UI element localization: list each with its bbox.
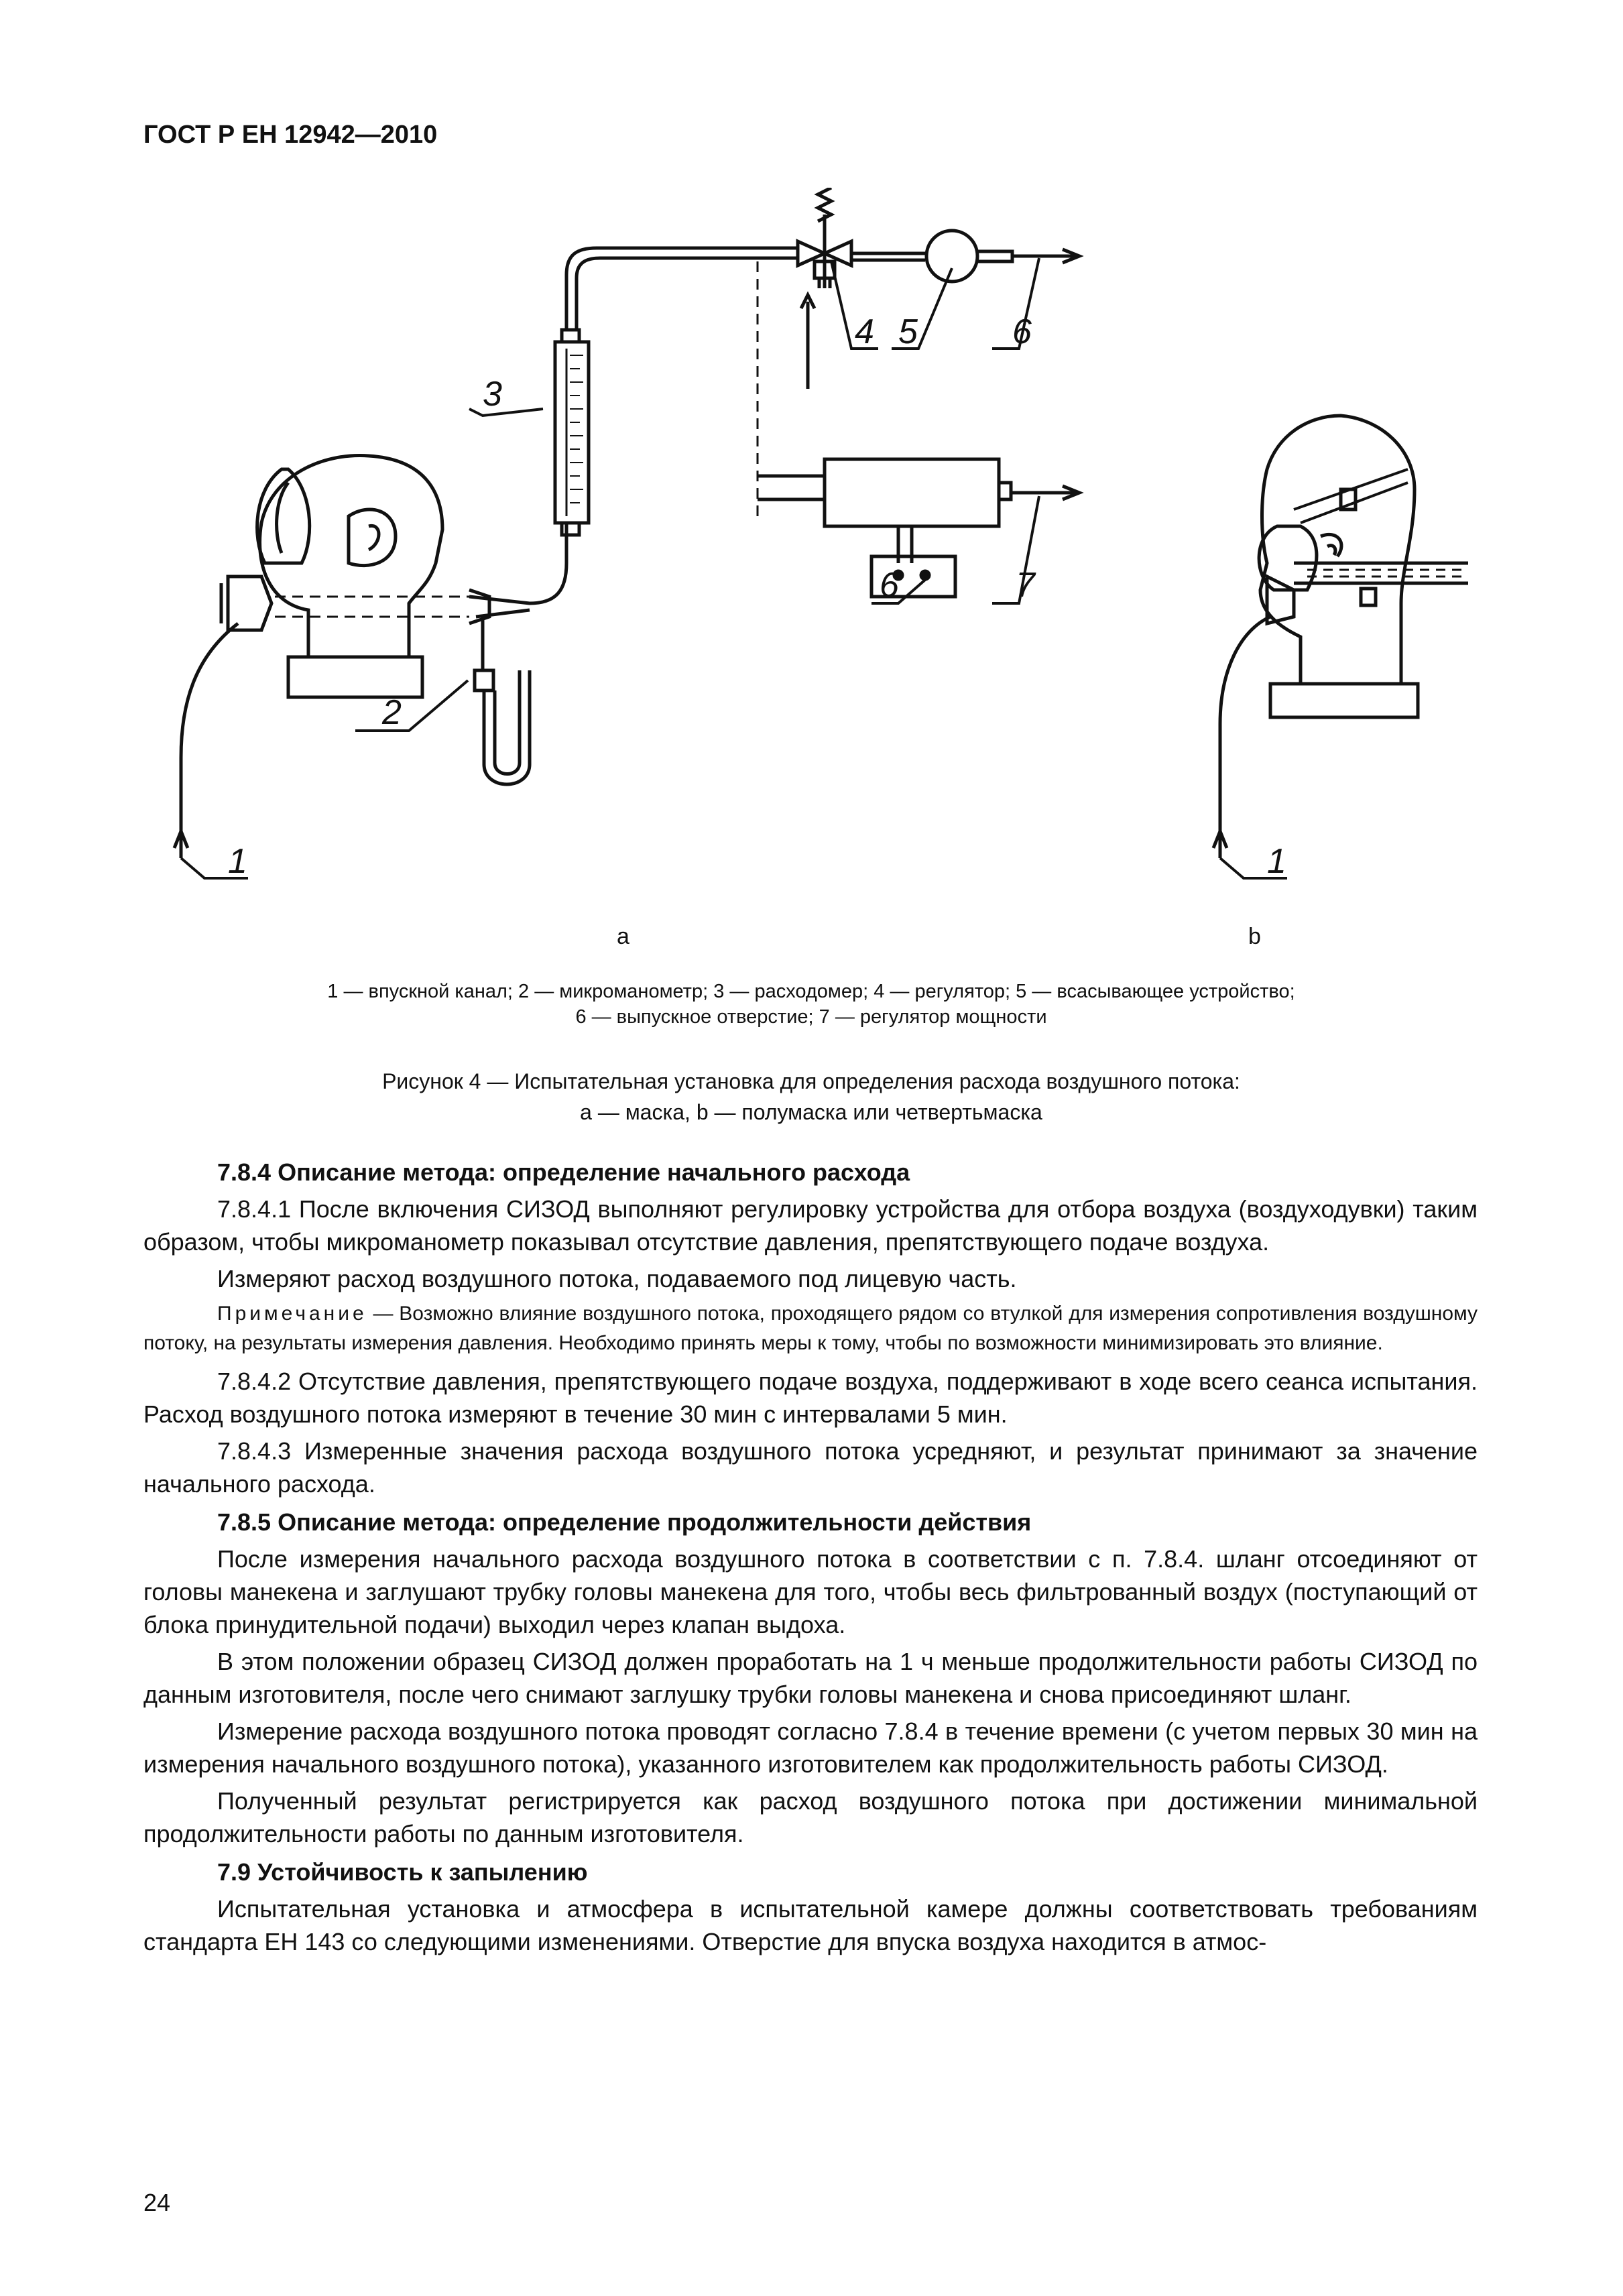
- paragraph-7-9: Испытательная установка и атмосфера в испытательной камере должны соответствовать требованиям стандарта ЕН 143 со следующими изменениями. Отверстие для впуска воздуха находится в атмос-: [143, 1895, 1478, 1955]
- blower-unit: [825, 459, 999, 526]
- paragraph-7-8-4-3: 7.8.4.3 Измеренные значения расхода воздушного потока усредняют, и результат принимают за значение начального расхода.: [143, 1437, 1478, 1498]
- body-text: [143, 1150, 1478, 1962]
- callout-3: 3: [483, 375, 502, 414]
- paragraph-measure: Измеряют расход воздушного потока, подаваемого под лицевую часть.: [217, 1265, 1017, 1292]
- inlet-hose-a: [181, 623, 238, 831]
- outlet-arrow-top: [1012, 249, 1079, 263]
- callout-1b: 1: [1267, 842, 1286, 881]
- suction-device: [926, 231, 977, 282]
- subfigure-label-b: b: [1248, 924, 1261, 949]
- caption-line-2: a — маска, b — полумаска или четвертьмаска: [580, 1100, 1042, 1124]
- full-mask-head-diagram: [221, 456, 489, 697]
- legend-line-1: 1 — впускной канал; 2 — микроманометр; 3 — расходомер; 4 — регулятор; 5 — всасывающее устройство;: [327, 981, 1295, 1002]
- callout-6b: 7: [1016, 566, 1035, 605]
- paragraph-7-8-5-b: В этом положении образец СИЗОД должен проработать на 1 ч меньше продолжительности работы СИЗОД по данным изготовителя, после чего снимают заглушку трубки головы манекена и снова присоединяют шланг.: [143, 1648, 1478, 1708]
- paragraph-7-8-4-2: 7.8.4.2 Отсутствие давления, препятствующего подаче воздуха, поддерживают в ходе всего сеанса испытания. Расход воздушного потока измеряют в течение 30 мин с интервалами 5 мин.: [143, 1368, 1478, 1428]
- callout-1a: 1: [228, 842, 247, 881]
- regulator-valve: [798, 188, 851, 288]
- note-text: — Возможно влияние воздушного потока, проходящего рядом со втулкой для измерения сопротивления воздушному потоку, на результаты измерения давления. Необходимо принять меры к тому, чтобы по возможности минимизировать это влияние.: [143, 1303, 1478, 1354]
- paragraph-7-8-5-a: После измерения начального расхода воздушного потока в соответствии с п. 7.8.4. шланг отсоединяют от головы манекена и заглушают трубку головы манекена для того, чтобы весь фильтрованный воздух (поступающий от блока принудительной подачи) выходил через клапан выдоха.: [143, 1545, 1478, 1638]
- page-number: 24: [143, 2189, 171, 2216]
- paragraph-7-8-5-d: Полученный результат регистрируется как расход воздушного потока при достижении минимальной продолжительности работы по данным изготовителя.: [143, 1787, 1478, 1848]
- figure-caption: [154, 1066, 1468, 1128]
- callout-7: 6: [880, 566, 899, 605]
- heading-7-8-5: 7.8.5 Описание метода: определение продолжительности действия: [217, 1508, 1032, 1536]
- note-label: Примечание: [217, 1303, 367, 1325]
- micromanometer: [484, 670, 530, 784]
- heading-7-9: 7.9 Устойчивость к запылению: [217, 1858, 588, 1886]
- callout-4: 4: [855, 312, 874, 351]
- document-header: ГОСТ Р ЕН 12942—2010: [143, 121, 438, 149]
- inlet-hose-b: [1220, 617, 1270, 831]
- callout-5: 5: [898, 312, 918, 351]
- heading-7-8-4: 7.8.4 Описание метода: определение начального расхода: [217, 1158, 910, 1186]
- test-setup-figure: [154, 188, 1468, 965]
- legend-line-2: 6 — выпускное отверстие; 7 — регулятор мощности: [575, 1006, 1047, 1028]
- paragraph-7-8-4-1: 7.8.4.1 После включения СИЗОД выполняют регулировку устройства для отбора воздуха (воздуходувки) таким образом, чтобы микроманометр показывал отсутствие давления, препятствующего подаче воздуха.: [143, 1195, 1478, 1256]
- callout-2: 2: [382, 693, 402, 732]
- paragraph-7-8-5-c: Измерение расхода воздушного потока проводят согласно 7.8.4 в течение времени (с учетом первых 30 мин на измерения начального воздушного потока), указанного изготовителем как продолжительность работы СИЗОД.: [143, 1717, 1478, 1778]
- inlet-arrow-b: [1213, 831, 1227, 858]
- figure-legend: [154, 979, 1468, 1030]
- note: [143, 1299, 1478, 1358]
- half-mask-head-diagram: [1259, 416, 1468, 717]
- callout-6a: 6: [1012, 312, 1032, 351]
- caption-line-1: Рисунок 4 — Испытательная установка для определения расхода воздушного потока:: [382, 1069, 1240, 1093]
- outlet-arrow-bottom: [1011, 486, 1079, 499]
- inlet-arrow-a: [174, 831, 188, 858]
- subfigure-label-a: a: [617, 924, 629, 949]
